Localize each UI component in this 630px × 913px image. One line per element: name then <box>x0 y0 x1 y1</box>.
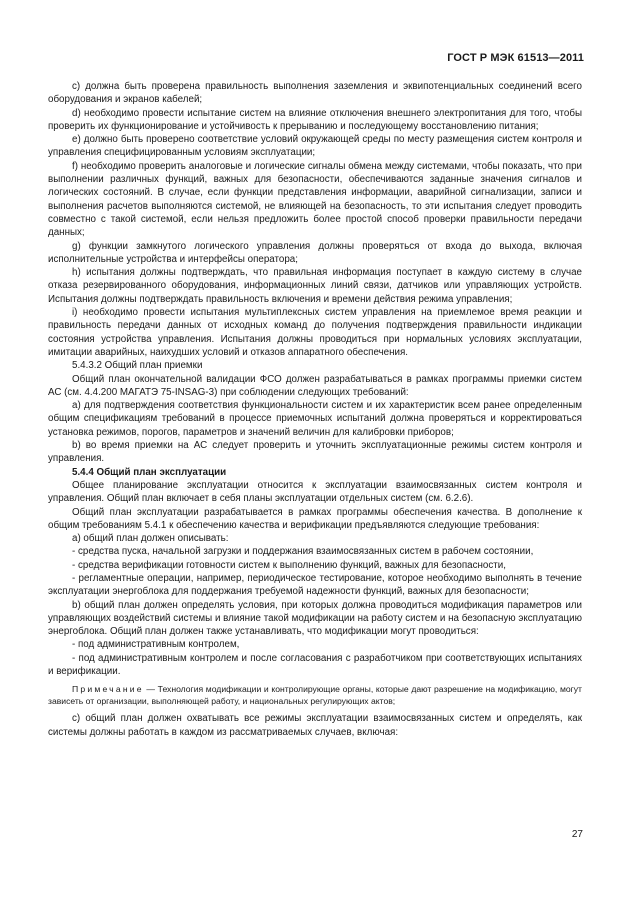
note <box>48 683 582 707</box>
operation-item-a-dash-1: - средства пуска, начальной загрузки и поддержания взаимосвязанных систем в рабочем состоянии, <box>72 546 534 558</box>
item-d-power-loss: d) необходимо провести испытание систем на влияние отключения внешнего электропитания для того, чтобы проверить их функционирование и устойчивость к прерыванию и последующему восстановлению питания; <box>48 107 582 132</box>
acceptance-item-b: b) во время приемки на АС следует проверить и уточнить эксплуатационные режимы систем контроля и управления. <box>48 440 582 465</box>
item-e-environment: e) должно быть проверено соответствие условий окружающей среды по месту размещения систем контроля и управления специфицированным условиям эксплуатации; <box>48 134 582 159</box>
note-lead: Примечание <box>72 684 144 695</box>
item-f-signals: f) необходимо проверить аналоговые и логические сигналы обмена между системами, чтобы показать, что при выполнении различных функций, важных для безопасности, обеспечиваются заданные значения сигналов и логических состояний. В случае, если функции представления информации, аварийной сигнализации, записи и выполнения расчетов выполняются системой, не влияющей на безопасность, то эти испытания следует проводить совместно с такой системой, если нельзя предложить более простой способ проверки правильности передачи данных; <box>48 160 582 239</box>
item-c-grounding: c) должна быть проверена правильность выполнения заземления и эквипотенциальных соединений всего оборудования и экранов кабелей; <box>48 81 582 106</box>
section-5-4-3-2-heading: 5.4.3.2 Общий план приемки <box>72 360 203 372</box>
section-5-4-4-heading: 5.4.4 Общий план эксплуатации <box>72 466 227 478</box>
operation-item-b-dash-2: - под административным контролем и после согласования с разработчиком при соответствующих испытаниях и верификации. <box>48 652 582 678</box>
page-number: 27 <box>571 829 583 840</box>
operation-item-c: c) общий план должен охватывать все режимы эксплуатации взаимосвязанных систем и определять, как системы должны работать в каждом из рассматриваемых случаев, включая: <box>48 713 582 738</box>
operation-item-b: b) общий план должен определять условия, при которых должна проводиться модификация параметров или управляющих воздействий системы и влияние такой модификации на работу систем и на безопасную эксплуатацию энергоблока. Общий план должен также устанавливать, что модификации могут проводиться: <box>48 599 582 638</box>
operation-item-a-dash-3: - регламентные операции, например, периодическое тестирование, которое необходимо выполнять в течение эксплуатации энергоблока для поддержания требуемой надежности функций, важных для безопасности; <box>48 572 582 598</box>
operation-item-a-dash-2: - средства верификации готовности систем к выполнению функций, важных для безопасности, <box>72 559 506 571</box>
item-g-closed-loop: g) функции замкнутого логического управления должны проверяться от входа до выхода, включая исполнительные устройства и интерфейсы оператора; <box>48 240 582 265</box>
acceptance-item-a: a) для подтверждения соответствия функциональности систем и их характеристик всем ранее определенным общим спецификациям требований в процессе приемочных испытаний должна проверяться и корректироваться установка режимов, порогов, параметров и значений величин для калибровки приборов; <box>48 400 582 438</box>
item-i-multiplex: i) необходимо провести испытания мультиплексных систем управления на приемлемое время реакции и правильность передачи данных от исходных команд до получения подтверждения правильности индикации состояния устройства управления. Испытания должны проводиться при нормальных условиях эксплуатации, имитации аварийных, наихудших условий и отказов аппаратного обеспечения. <box>48 307 582 358</box>
item-h-redundancy: h) испытания должны подтверждать, что правильная информация поступает в каждую систему в случае отказа резервированного оборудования, информационных линий связи, датчиков или управляющих устройств. Испытания должны подтверждать правильность включения и времени действия режима управления; <box>48 267 582 305</box>
operation-plan-intro-2: Общий план эксплуатации разрабатывается в рамках программы обеспечения качества. В дополнение к общим требованиям 5.4.1 к обеспечению качества и верификации предъявляются следующие требования: <box>48 506 582 531</box>
note-text: — Технология модификации и контролирующие органы, которые дают разрешение на модификацию, могут зависеть от организации, выполняющей работу, и национальных регулирующих актов; <box>48 684 582 707</box>
acceptance-plan-intro: Общий план окончательной валидации ФСО должен разрабатываться в рамках программы приемки систем АС (см. 4.4.200 МАГАТЭ 75-INSAG-3) при соблюдении следующих требований: <box>48 373 582 398</box>
operation-plan-intro-1: Общее планирование эксплуатации относится к эксплуатации взаимосвязанных систем контроля и управления. Общий план включает в себя планы эксплуатации отдельных систем (см. 6.2.6). <box>48 479 582 505</box>
operation-item-b-dash-1: - под административным контролем, <box>72 639 240 651</box>
operation-item-a: a) общий план должен описывать: <box>72 533 229 545</box>
page-body <box>48 80 582 739</box>
document-header-standard: ГОСТ Р МЭК 61513—2011 <box>447 52 584 64</box>
